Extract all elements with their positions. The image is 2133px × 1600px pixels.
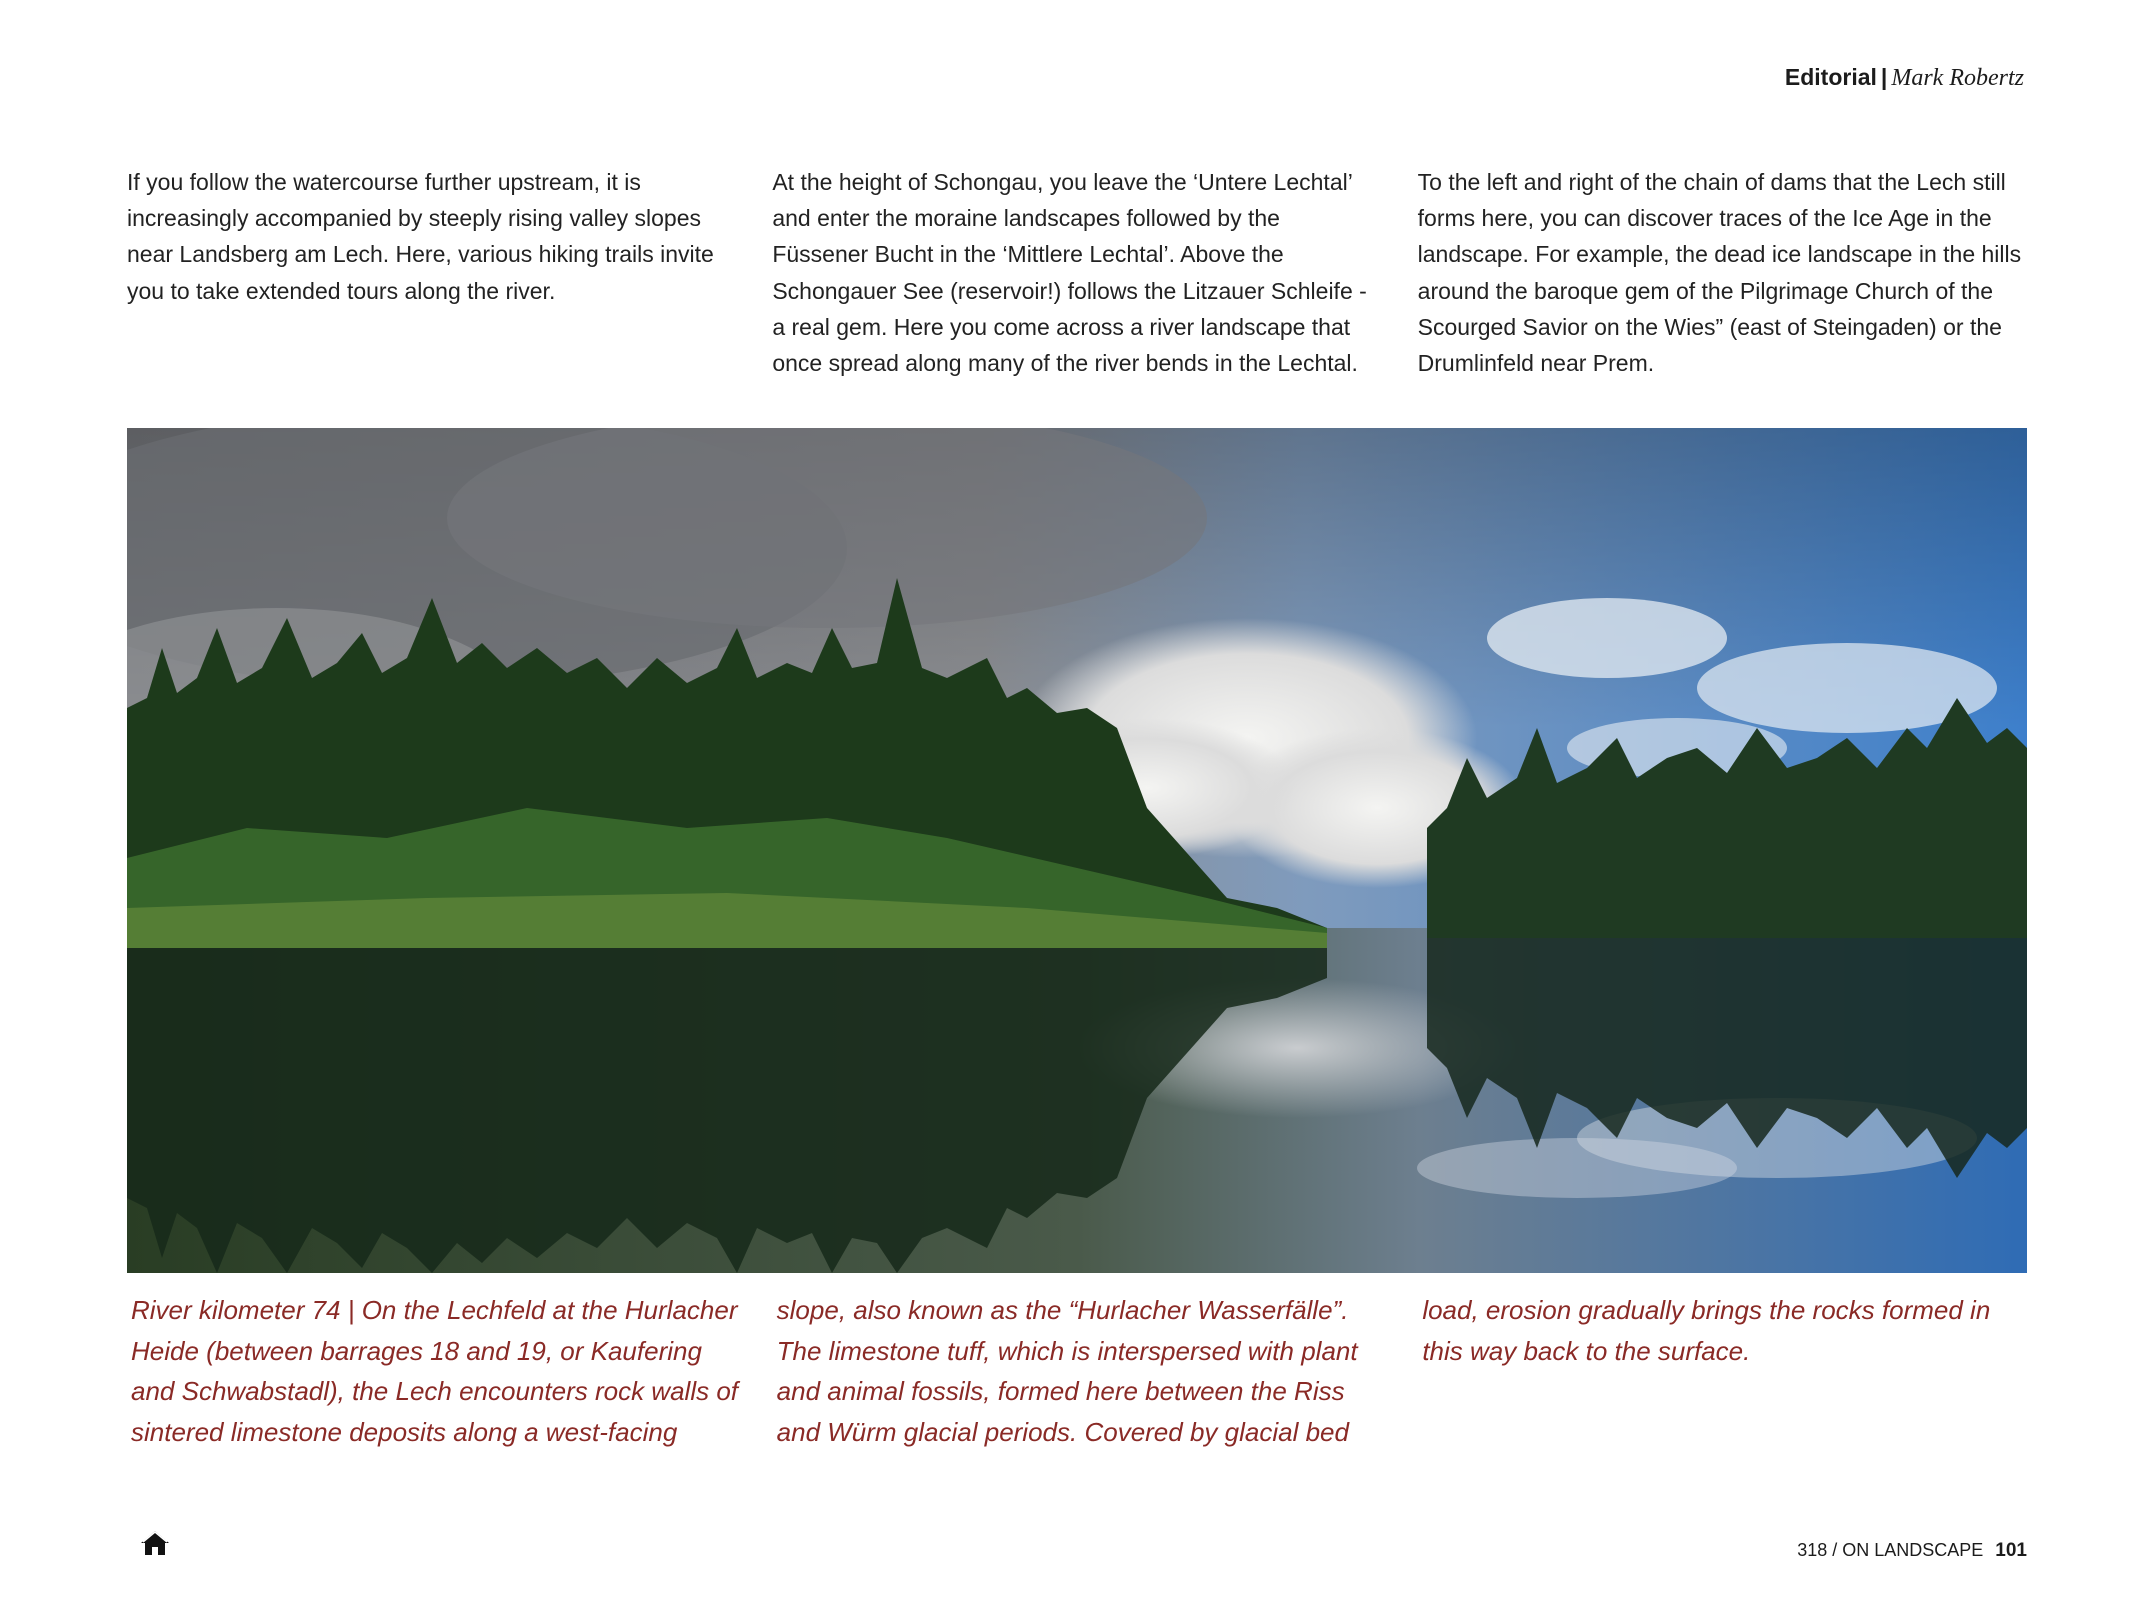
issue-label: 318 / ON LANDSCAPE bbox=[1797, 1540, 1984, 1560]
caption-text: River kilometer 74 | On the Lechfeld at the Hurlacher Heide (between barrages 18 and 19, or Kaufering and Schwabstadl), the Lech encounters rock walls of sintered limestone deposits along a west-facing slope, also known as the “Hurlacher Wasserfälle”. The limestone tuff, which is interspersed with plant and animal fossils, formed here between the Riss and Würm glacial periods. Covered by glacial bed load, erosion gradually brings the rocks formed in this way back to the surface. bbox=[131, 1295, 1991, 1447]
home-icon[interactable] bbox=[140, 1530, 170, 1556]
article-paragraph: If you follow the watercourse further upstream, it is increasingly accompanied by steeply rising valley slopes near Landsberg am Lech. Here, various hiking trails invite you to take extended tours along the river. bbox=[127, 169, 714, 304]
page-header bbox=[1785, 64, 2024, 92]
lake-forest-illustration bbox=[127, 428, 2027, 1273]
landscape-photo bbox=[127, 428, 2027, 1273]
article-paragraph: At the height of Schongau, you leave the ‘Untere Lechtal’ and enter the moraine landscapes followed by the Füssener Bucht in the ‘Mittlere Lechtal’. Above the Schongauer See (reservoir!) follows the Litzauer Schleife - a real gem. Here you come across a river landscape that once spread along many of the river bends in the Lechtal. To the left and right of the chain of dams that the Lech still forms here, you can discover traces of the Ice Age in the landscape. For example, the dead ice landscape in the hills around the baroque gem of the Pilgrimage Church of the Scourged Savior on the Wies” (east of Steingaden) or the Drumlinfeld near Prem. bbox=[772, 169, 2022, 377]
header-separator: | bbox=[1880, 64, 1888, 90]
article-body bbox=[127, 164, 2027, 396]
photo-caption bbox=[131, 1290, 2031, 1460]
page-number: 101 bbox=[1995, 1540, 2027, 1561]
author-name: Mark Robertz bbox=[1891, 65, 2024, 91]
section-title: Editorial bbox=[1784, 64, 1877, 90]
page-footer bbox=[1797, 1540, 2027, 1562]
